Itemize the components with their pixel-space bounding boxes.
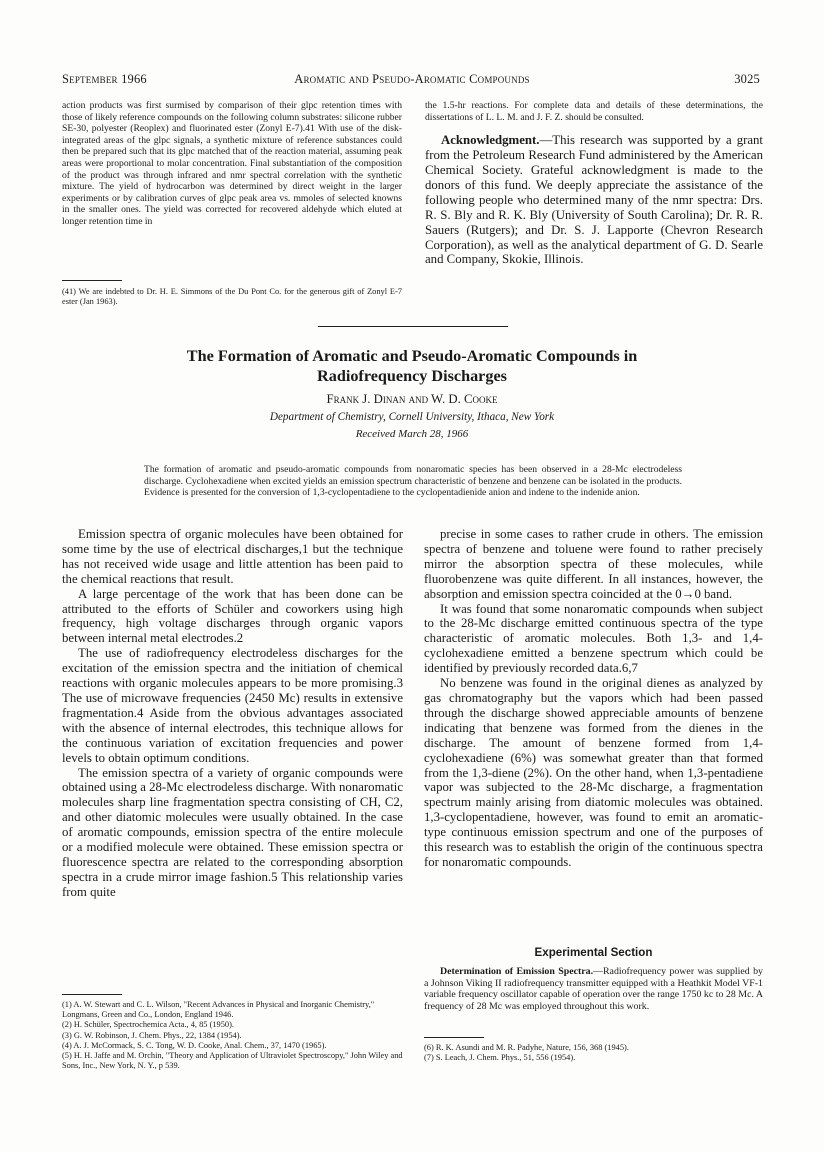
paragraph: The use of radiofrequency electrodeless discharges for the excitation of the emission spectra and the initiation of chemical reactions with organic molecules appears to be more promising.3 The use of microwave frequencies (2450 Mc) results in extensive fragmentation.4 Aside from the obvious advantages associated with the absence of internal electrodes, this technique allows for the continuous variation of excitation frequencies and power levels to obtain optimum conditions. (62, 646, 403, 765)
right-footnote-rule (424, 1037, 484, 1038)
footnote: (7) S. Leach, J. Chem. Phys., 51, 556 (1954). (424, 1053, 576, 1063)
main-right-column (424, 527, 763, 870)
footnote: (4) A. J. McCormack, S. C. Tong, W. D. Cooke, Anal. Chem., 37, 1470 (1965). (62, 1040, 327, 1050)
acknowledgment (425, 133, 763, 267)
footnote: (6) R. K. Asundi and M. R. Padyhe, Nature, 156, 368 (1945). (424, 1043, 629, 1052)
paragraph: precise in some cases to rather crude in others. The emission spectra of benzene and toluene were found to rather precisely mirror the absorption spectra of these molecules, while fluorobenzene was quite different. In all instances, however, the absorption and emission spectra coincided at the 0→0 band. (424, 527, 763, 601)
paragraph: A large percentage of the work that has been done can be attributed to the efforts of Schüler and coworkers using high frequency, high voltage discharges through organic vapors between internal metal electrodes.2 (62, 586, 403, 646)
prev-article-footnote: (41) We are indebted to Dr. H. E. Simmons of the Du Pont Co. for the generous gift of Zonyl E-7 ester (Jan 1963). (62, 287, 402, 307)
right-footnotes (424, 1043, 763, 1063)
footnote: (3) G. W. Robinson, J. Chem. Phys., 22, 1384 (1954). (62, 1030, 242, 1040)
abstract: The formation of aromatic and pseudo-aromatic compounds from nonaromatic species has been observed in a 28-Mc electrodeless discharge. Cyclohexadiene when excited yields an emission spectrum characteristic of benzene and benzene can be isolated in the products. Evidence is presented for the conversion of 1,3-cyclopentadiene to the cyclopentadienide anion and indene to the indenide anion. (144, 464, 682, 499)
experimental-heading: Experimental Section (534, 946, 653, 959)
title-block (130, 346, 694, 440)
running-header-date: September 1966 (62, 72, 147, 86)
experimental-paragraph (424, 966, 763, 1012)
experimental-section (424, 946, 763, 1012)
acknowledgment-label: Acknowledgment. (441, 133, 540, 148)
paragraph: No benzene was found in the original dienes as analyzed by gas chromatography but the vapors which had been passed through the discharge showed appreciable amounts of benzene indicating that benzene was formed from the dienes in the discharge. The amount of benzene formed from 1,4-cyclohexadiene (6%) was somewhat greater than that formed from the 1,3-diene (2%). On the other hand, when 1,3-pentadiene vapor was subjected to the 28-Mc discharge, a fragmentation spectrum mainly arising from diatomic molecules was obtained. 1,3-cyclopentadiene, however, was found to emit an aromatic-type continuous emission spectrum and one of the purposes of this research was to establish the origin of the continuous spectra for nonaromatic compounds. (424, 676, 763, 869)
prev-article-text-continued: the 1.5-hr reactions. For complete data and details of these determinations, the dissertations of L. L. M. and J. F. Z. should be consulted. (425, 100, 763, 123)
footnote: (5) H. H. Jaffe and M. Orchin, "Theory and Application of Ultraviolet Spectroscopy," John Wiley and Sons, Inc., New York, N. Y., p 539. (62, 1051, 403, 1071)
paragraph: It was found that some nonaromatic compounds when subject to the 28-Mc discharge emitted continuous spectra of the type characteristic of aromatic molecules. Both 1,3- and 1,4-cyclohexadiene emitted a benzene spectrum which could be identified by previously recorded data.6,7 (424, 601, 763, 676)
prev-article-text: action products was first surmised by comparison of their glpc retention times with those of likely reference compounds on the following column substrates: silicone rubber SE-30, polyester (Reoplex) and fluorinated ester (Zonyl E-7).41 With use of the disk-integrated areas of the glpc signals, a synthetic mixture of reference substances could then be prepared such that its glpc matched that of the reaction material, assuming peak areas were proportional to molar concentration. Final substantiation of the composition of the product was through infrared and nmr spectral correlation with the synthetic mixture. The yield of hydrocarbon was determined by direct weight in the larger experiments or by calibration curves of glpc peak area vs. mmoles of selected knowns in the smaller ones. The yield was corrected for recovered aldehyde which eluted at longer retention time in (62, 100, 402, 227)
running-header-title: Aromatic and Pseudo-Aromatic Compounds (294, 72, 530, 86)
main-left-column (62, 527, 403, 900)
left-footnote-rule (62, 994, 122, 995)
paragraph: The emission spectra of a variety of organic compounds were obtained using a 28-Mc electrodeless discharge. With nonaromatic molecules sharp line fragmentation spectra consisting of CH, C2, and other diatomic molecules were usually obtained. In the case of aromatic compounds, emission spectra of the entire molecule or a modified molecule were obtained. These emission spectra or fluorescence spectra are related to the corresponding absorption spectra in a crude mirror image fashion.5 This relationship varies from quite (62, 765, 403, 899)
affiliation: Department of Chemistry, Cornell University, Ithaca, New York (269, 411, 555, 423)
experimental-text: —Radiofrequency power was supplied by a Johnson Viking II radiofrequency transmitter equipped with a Heathkit Model VF-1 variable frequency oscillator capable of operation over the range 1750 kc to 28 Mc. A frequency of 28 Mc was employed throughout this work. (424, 966, 763, 1012)
footnote: (2) H. Schüler, Spectrochemica Acta., 4, 85 (1950). (62, 1020, 234, 1030)
received-date: Received March 28, 1966 (355, 428, 469, 440)
footnote: (1) A. W. Stewart and C. L. Wilson, "Recent Advances in Physical and Inorganic Chemistry," Longmans, Green and Co., London, England 1946. (62, 1000, 375, 1020)
experimental-lead: Determination of Emission Spectra. (440, 966, 594, 977)
authors: Frank J. Dinan and W. D. Cooke (326, 392, 498, 406)
prev-article-right-column (425, 100, 763, 267)
page-number: 3025 (734, 72, 760, 86)
article-separator (318, 326, 508, 327)
paragraph: Emission spectra of organic molecules have been obtained for some time by the use of electrical discharges,1 but the technique has not received wide usage and little attention has been paid to the chemical reactions that result. (62, 527, 403, 586)
article-title: The Formation of Aromatic and Pseudo-Aromatic Compounds in Radiofrequency Discharges (186, 347, 638, 385)
left-footnotes (62, 1000, 403, 1071)
acknowledgment-text: —This research was supported by a grant from the Petroleum Research Fund administered by the American Chemical Society. Grateful acknowledgment is made to the donors of this fund. We deeply appreciate the assistance of the following people who determined many of the nmr spectra: Drs. R. S. Bly and R. K. Bly (University of South Carolina); Dr. R. R. Sauers (Rutgers); and Dr. S. J. Lapporte (Chevron Research Corporation), as well as the analytical department of G. D. Searle and Company, Skokie, Illinois. (425, 133, 763, 267)
footnote-rule (62, 280, 122, 281)
prev-article-left-column (62, 100, 402, 228)
